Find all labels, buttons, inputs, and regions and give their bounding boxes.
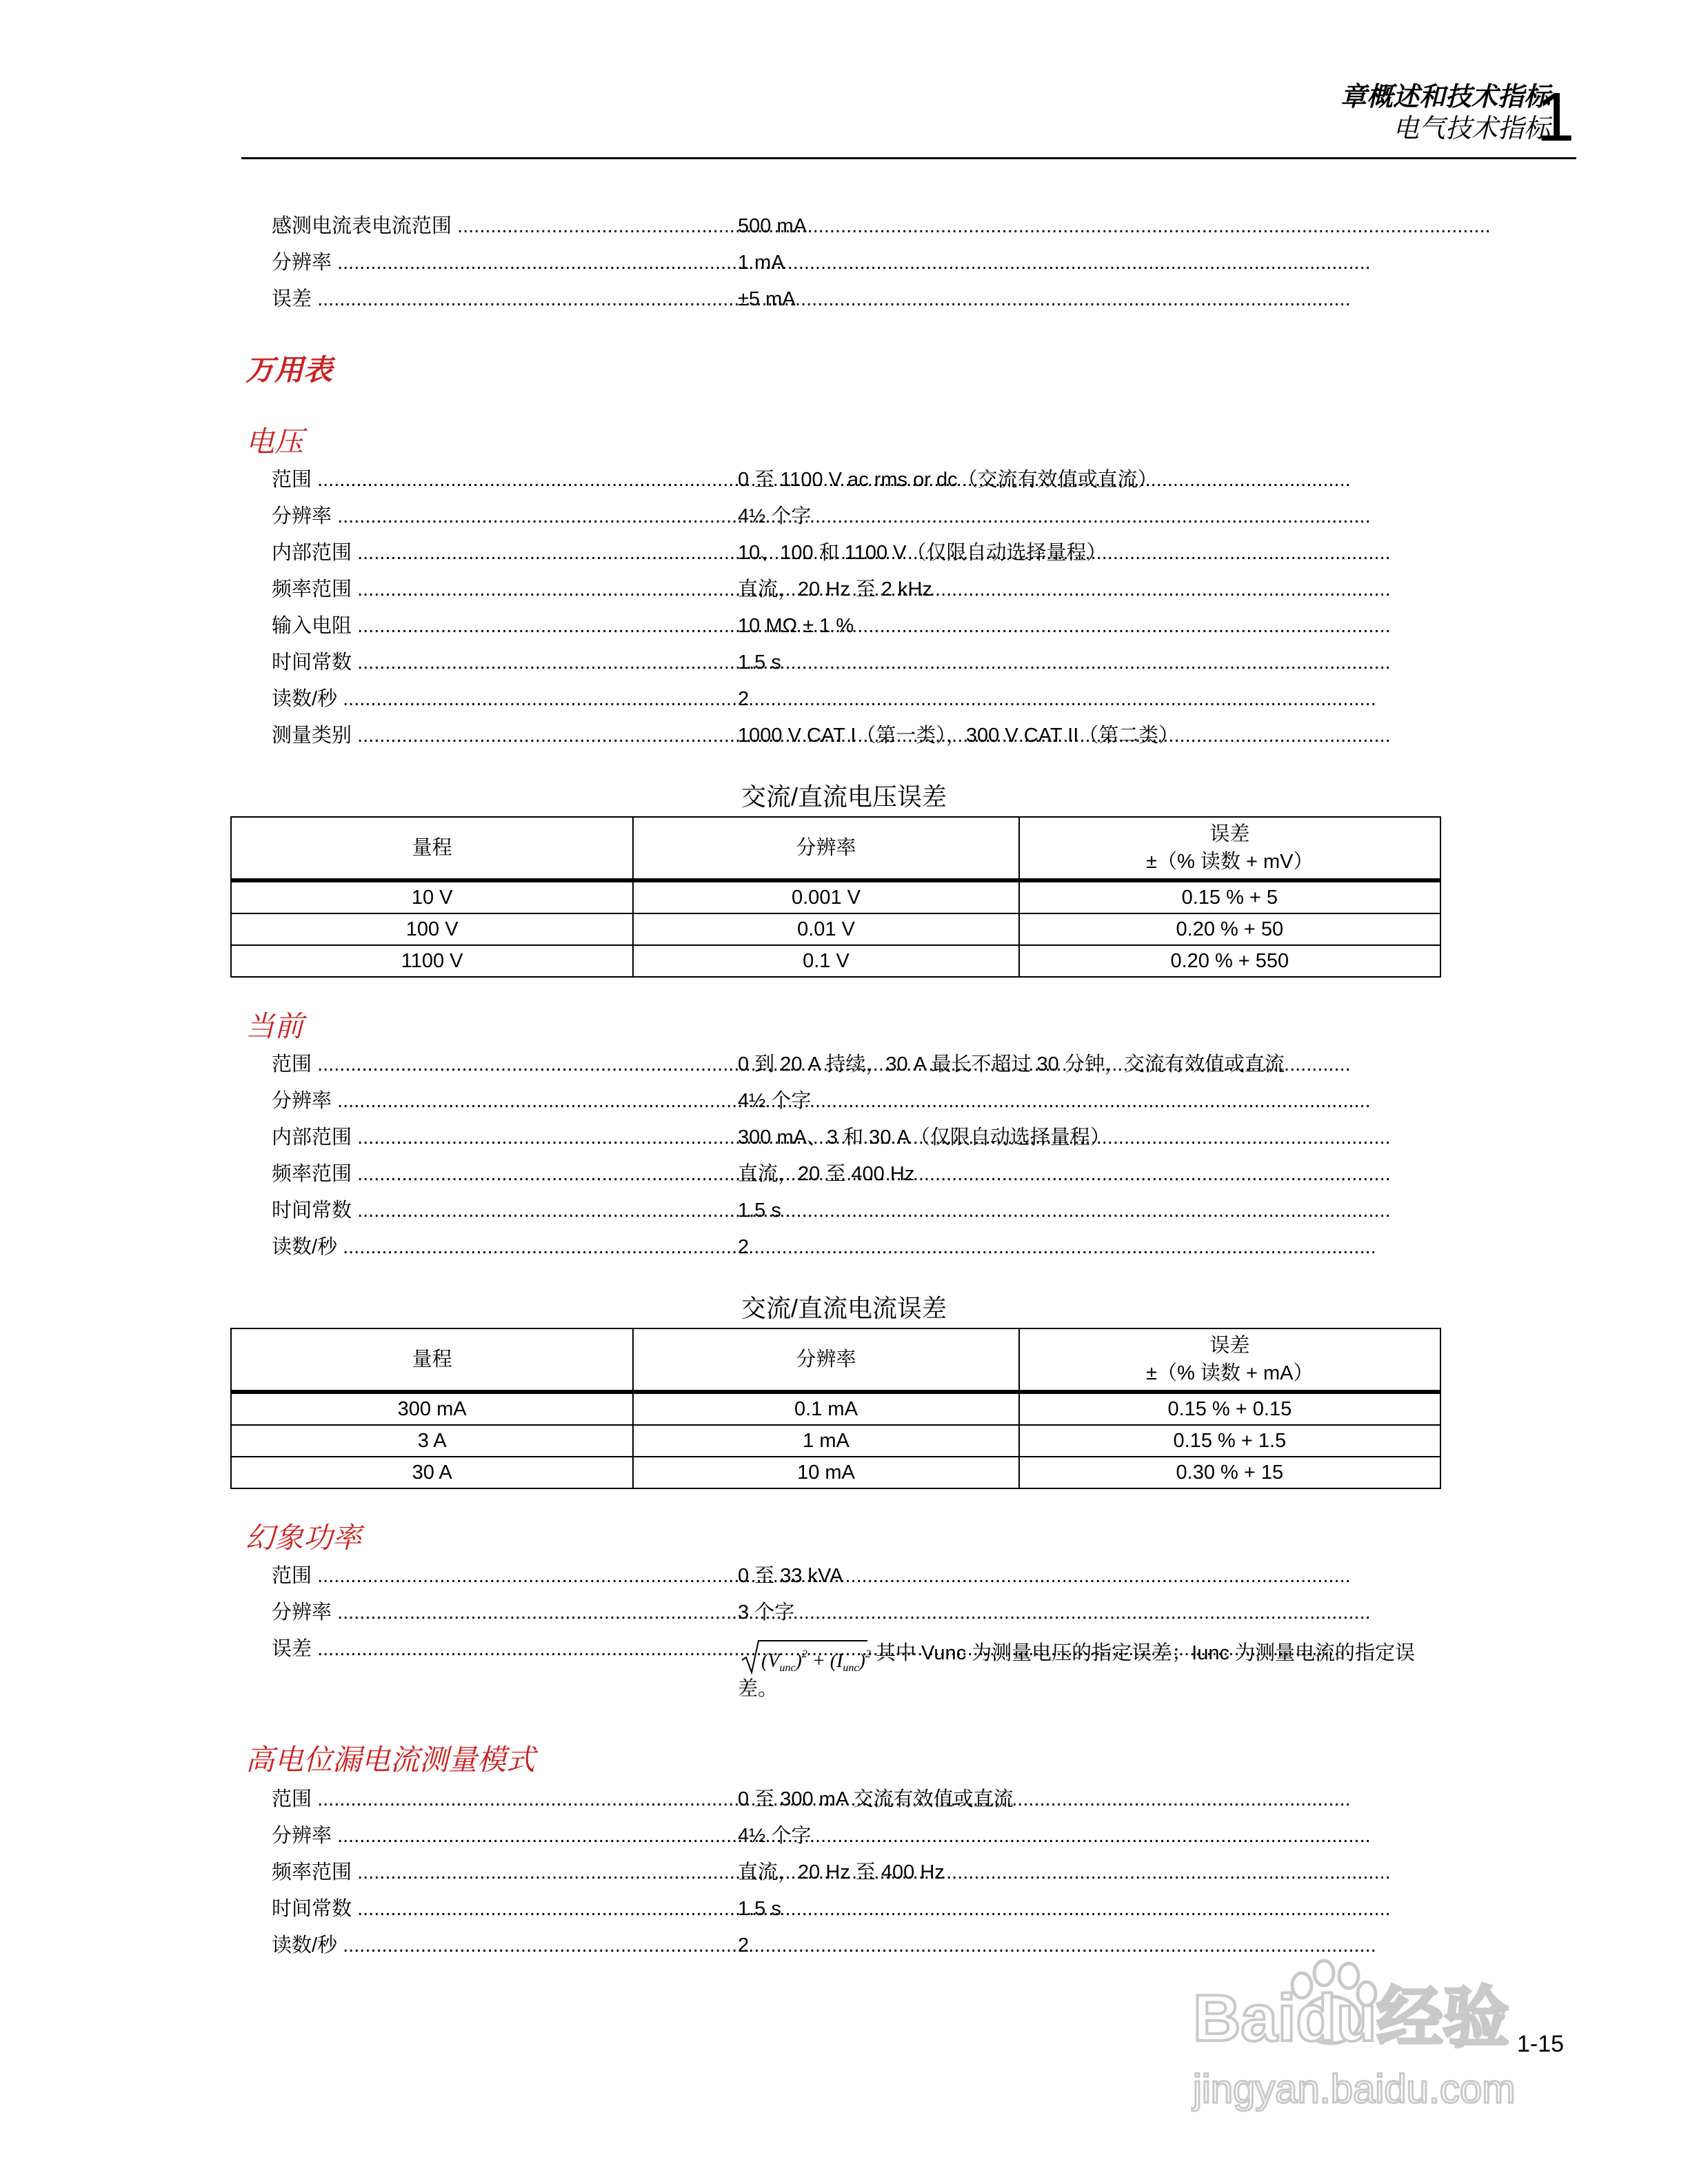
spec-value: 10 MΩ ± 1 % xyxy=(738,615,854,637)
table-cell: 100 V xyxy=(231,913,633,945)
column-header xyxy=(1019,1328,1440,1392)
table-row xyxy=(231,945,1440,977)
spec-value: 4½ 个字 xyxy=(738,1825,812,1847)
spec-row xyxy=(272,1859,1444,1886)
formula-note: 其中 Vunc 为测量电压的指定误差；Iunc 为测量电流的指定误差。 xyxy=(738,1642,1416,1700)
column-header xyxy=(1019,817,1440,880)
spec-label: 输入电阻 ..... xyxy=(272,612,734,640)
spec-row xyxy=(272,649,1444,676)
spec-value: 1.5 s xyxy=(738,1898,781,1920)
spec-row xyxy=(272,285,1444,313)
table-cell: 0.15 % + 0.15 xyxy=(1019,1392,1440,1425)
column-header: 分辨率 xyxy=(633,1328,1018,1392)
spec-row xyxy=(272,1562,1444,1590)
spec-label: 分辨率 ..... xyxy=(272,1822,734,1850)
table-header-row xyxy=(231,1328,1440,1392)
voltage-accuracy-table xyxy=(230,816,1441,978)
column-header-line: ±（% 读数 + mA） xyxy=(1146,1362,1314,1384)
spec-row xyxy=(272,1197,1444,1224)
apparent-power-heading: 幻象功率 xyxy=(245,1523,362,1555)
table-cell: 1100 V xyxy=(231,945,633,977)
multimeter-heading: 万用表 xyxy=(245,355,333,387)
table-cell: 0.001 V xyxy=(633,880,1018,913)
column-header: 量程 xyxy=(231,817,633,880)
spec-row xyxy=(272,685,1444,713)
spec-row xyxy=(272,1051,1444,1078)
spec-label: 内部范围 ..... xyxy=(272,1124,734,1151)
spec-value: 0 至 300 mA 交流有效值或直流 xyxy=(738,1788,1014,1810)
spec-value: 10、100 和 1100 V（仅限自动选择量程） xyxy=(738,542,1107,564)
table-header-row xyxy=(231,817,1440,880)
spec-row xyxy=(272,576,1444,603)
voltage-table-title: 交流/直流电压误差 xyxy=(741,782,947,811)
table-cell: 10 mA xyxy=(633,1457,1018,1488)
table-row xyxy=(231,1392,1440,1425)
spec-row xyxy=(272,249,1444,276)
spec-row xyxy=(272,466,1444,494)
formula-text: $(V_{unc})^2 + (I_{unc})^2$ xyxy=(761,1648,871,1674)
table-row xyxy=(231,880,1440,913)
spec-value: 2 xyxy=(738,1934,750,1957)
spec-label: 测量类别 ..... xyxy=(272,722,734,749)
table-cell: 0.15 % + 5 xyxy=(1019,880,1440,913)
table-row xyxy=(231,1425,1440,1457)
baidu-watermark xyxy=(1186,1917,1572,2116)
spec-value: 0 至 33 kVA xyxy=(738,1565,843,1587)
spec-row xyxy=(272,1160,1444,1188)
spec-row xyxy=(272,1822,1444,1850)
page-number: 1-15 xyxy=(1517,2031,1565,2057)
table-cell: 0.20 % + 50 xyxy=(1019,913,1440,945)
spec-value: 直流，20 Hz 至 2 kHz xyxy=(738,578,932,600)
spec-label: 频率范围 ..... xyxy=(272,1160,734,1188)
spec-label: 内部范围 ..... xyxy=(272,539,734,567)
spec-value: 500 mA xyxy=(738,215,807,237)
spec-label: 分辨率 ..... xyxy=(272,1087,734,1115)
spec-label: 分辨率 ..... xyxy=(272,1599,734,1626)
spec-value: 0 到 20 A 持续，30 A 最长不超过 30 分钟，交流有效值或直流 xyxy=(738,1053,1285,1075)
watermark-brand: Baidu经验 xyxy=(1193,1981,1509,2055)
spec-value: ±5 mA xyxy=(738,288,796,310)
spec-value: 1 mA xyxy=(738,252,785,274)
spec-label: 范围 ..... xyxy=(272,466,734,494)
current-accuracy-table xyxy=(230,1328,1441,1489)
table-cell: 10 V xyxy=(231,880,633,913)
table-cell: 1 mA xyxy=(633,1425,1018,1457)
spec-label: 误差 ..... xyxy=(272,1635,734,1663)
spec-label: 时间常数 ..... xyxy=(272,649,734,676)
spec-value: 4½ 个字 xyxy=(738,1090,812,1112)
spec-label: 误差 ..... xyxy=(272,285,734,313)
column-header-line: 误差 xyxy=(1209,823,1250,845)
chapter-number: 1 xyxy=(1536,79,1575,156)
spec-label: 时间常数 ..... xyxy=(272,1197,734,1224)
spec-row xyxy=(272,1233,1444,1261)
spec-value: 300 mA、3 和 30 A（仅限自动选择量程） xyxy=(738,1126,1110,1149)
leakage-heading: 高电位漏电流测量模式 xyxy=(245,1745,536,1777)
spec-value: 4½ 个字 xyxy=(738,505,812,527)
table-cell: 0.1 V xyxy=(633,945,1018,977)
spec-row xyxy=(272,1599,1444,1626)
spec-row xyxy=(272,1087,1444,1115)
spec-row xyxy=(272,1124,1444,1151)
spec-label: 时间常数 ..... xyxy=(272,1895,734,1923)
spec-row xyxy=(272,722,1444,749)
chapter-title: 章概述和技术指标 xyxy=(1340,83,1550,112)
table-cell: 0.1 mA xyxy=(633,1392,1018,1425)
column-header-line: ±（% 读数 + mV） xyxy=(1146,851,1314,873)
spec-label: 频率范围 ..... xyxy=(272,1859,734,1886)
table-cell: 0.01 V xyxy=(633,913,1018,945)
spec-row xyxy=(272,503,1444,530)
spec-value: 2 xyxy=(738,1236,750,1258)
voltage-heading: 电压 xyxy=(245,427,304,458)
spec-value: 直流，20 Hz 至 400 Hz xyxy=(738,1861,945,1883)
table-cell: 0.15 % + 1.5 xyxy=(1019,1425,1440,1457)
spec-value: 1000 V CAT I（第一类），300 V CAT II（第二类） xyxy=(738,725,1179,747)
column-header: 量程 xyxy=(231,1328,633,1392)
table-cell: 300 mA xyxy=(231,1392,633,1425)
spec-label: 分辨率 ..... xyxy=(272,503,734,530)
column-header-line: 误差 xyxy=(1209,1335,1250,1357)
spec-row xyxy=(272,212,1444,240)
spec-label: 范围 ..... xyxy=(272,1051,734,1078)
section-subtitle: 电气技术指标 xyxy=(1392,114,1550,143)
table-cell: 30 A xyxy=(231,1457,633,1488)
spec-row xyxy=(272,612,1444,640)
error-formula xyxy=(739,1637,870,1678)
spec-label: 感测电流表电流范围 ..... xyxy=(272,212,734,240)
spec-value: 3 个字 xyxy=(738,1601,795,1624)
table-row xyxy=(231,913,1440,945)
table-cell: 0.20 % + 550 xyxy=(1019,945,1440,977)
spec-label: 读数/秒 ..... xyxy=(272,1932,734,1959)
spec-label: 读数/秒 ..... xyxy=(272,1233,734,1261)
table-cell: 0.30 % + 15 xyxy=(1019,1457,1440,1488)
current-table-title: 交流/直流电流误差 xyxy=(741,1294,947,1322)
spec-label: 频率范围 ..... xyxy=(272,576,734,603)
running-header xyxy=(1340,81,1550,145)
column-header: 分辨率 xyxy=(633,817,1018,880)
spec-label: 读数/秒 ..... xyxy=(272,685,734,713)
spec-row xyxy=(272,539,1444,567)
spec-label: 范围 ..... xyxy=(272,1562,734,1590)
spec-value: 直流，20 至 400 Hz xyxy=(738,1163,915,1185)
spec-value: 0 至 1100 V ac rms or dc（交流有效值或直流） xyxy=(738,469,1158,491)
current-heading: 当前 xyxy=(245,1011,304,1043)
table-row xyxy=(231,1457,1440,1488)
spec-row xyxy=(272,1786,1444,1813)
watermark-url: jingyan.baidu.com xyxy=(1193,2067,1516,2112)
spec-value: 2 xyxy=(738,688,750,710)
spec-label: 范围 ..... xyxy=(272,1786,734,1813)
spec-value: 1.5 s xyxy=(738,1200,781,1222)
header-divider xyxy=(241,157,1576,159)
table-cell: 3 A xyxy=(231,1425,633,1457)
spec-value: 1.5 s xyxy=(738,651,781,674)
spec-label: 分辨率 ..... xyxy=(272,249,734,276)
